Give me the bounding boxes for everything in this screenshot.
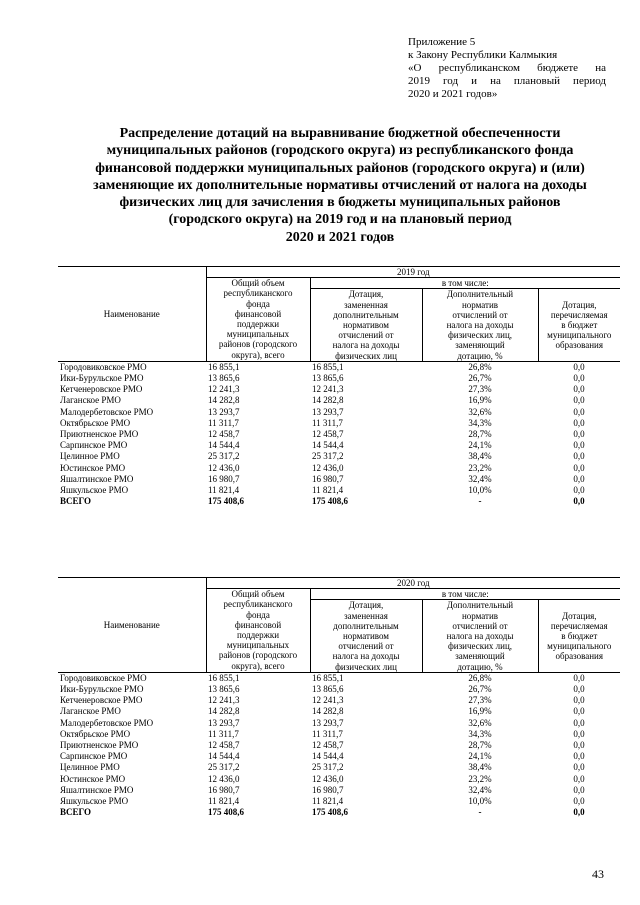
municipality-name: Приютненское РМО: [60, 429, 139, 440]
additional-norm-value: 28,7%: [468, 740, 492, 751]
total-fund-value: 11 821,4: [208, 485, 240, 496]
additional-norm-value: 38,4%: [468, 762, 492, 773]
additional-norm-value: 32,4%: [468, 473, 492, 484]
replaced-dotation-value: 175 408,6: [312, 496, 348, 507]
municipality-name: Юстинское РМО: [60, 462, 126, 473]
title-line: финансовой поддержки муниципальных районов (городского округа) и (или): [95, 160, 585, 176]
transferred-dotation-value: 0,0: [573, 361, 585, 372]
replaced-dotation-value: 175 408,6: [312, 807, 348, 818]
column-header-additional-norm: [422, 600, 538, 672]
header-line: норматив: [461, 299, 499, 310]
column-header-name: Наименование: [58, 578, 206, 673]
appendix-line: «О республиканском бюджете на: [408, 62, 606, 74]
appendix-line: 2020 и 2021 годов»: [408, 88, 498, 100]
additional-norm-value: 32,6%: [468, 406, 492, 417]
replaced-dotation-value: 12 436,0: [312, 773, 344, 784]
replaced-dotation-value: 11 821,4: [312, 485, 344, 496]
transferred-dotation-value: 0,0: [573, 373, 585, 384]
table-row: [58, 440, 620, 451]
transferred-dotation-value: 0,0: [573, 406, 585, 417]
budget-table-2020: [58, 577, 620, 818]
header-line: налога на доходы: [332, 651, 400, 662]
table-row: [58, 373, 620, 384]
total-fund-value: 13 293,7: [208, 717, 240, 728]
transferred-dotation-value: 0,0: [573, 672, 585, 683]
total-fund-value: 14 544,4: [208, 751, 240, 762]
table-row: [58, 361, 620, 373]
header-line: Общий объем: [231, 278, 285, 289]
header-line: финансовой: [234, 619, 282, 630]
table-row: [58, 706, 620, 717]
table-row: [58, 718, 620, 729]
total-fund-value: 11 311,7: [208, 728, 239, 739]
column-header-transferred-dotation: [538, 289, 620, 361]
transferred-dotation-value: 0,0: [573, 773, 585, 784]
total-fund-value: 12 436,0: [208, 462, 240, 473]
header-line: муниципальных: [226, 329, 290, 340]
total-fund-value: 12 241,3: [208, 695, 240, 706]
total-fund-value: 16 980,7: [208, 473, 240, 484]
municipality-name: Городовиковское РМО: [60, 361, 147, 372]
title-line: заменяющие их дополнительные нормативы отчислений от налога на доходы: [93, 177, 587, 193]
additional-norm-value: 26,7%: [468, 684, 492, 695]
header-line: дотацию, %: [457, 661, 503, 672]
additional-norm-value: 26,7%: [468, 373, 492, 384]
header-line: фонда: [246, 609, 270, 620]
additional-norm-value: 26,8%: [468, 361, 492, 372]
header-line: физических лиц: [335, 661, 397, 672]
municipality-name: Ики-Бурульское РМО: [60, 373, 144, 384]
header-line: дополнительным: [333, 620, 399, 631]
additional-norm-value: 26,8%: [468, 672, 492, 683]
total-fund-value: 14 544,4: [208, 440, 240, 451]
header-line: Дотация,: [348, 600, 384, 611]
total-fund-value: 13 865,6: [208, 373, 240, 384]
header-line: Дотация,: [348, 289, 384, 300]
in-that-number-header: в том числе:: [310, 589, 620, 600]
municipality-name: Ики-Бурульское РМО: [60, 684, 144, 695]
municipality-name: Октябрьское РМО: [60, 417, 131, 428]
header-line: нормативом: [342, 320, 390, 331]
table-row: [58, 672, 620, 684]
transferred-dotation-value: 0,0: [573, 807, 585, 818]
total-row: [58, 496, 620, 507]
title-line: 2020 и 2021 годов: [285, 229, 395, 245]
transferred-dotation-value: 0,0: [573, 417, 585, 428]
title-line: муниципальных районов (городского округа) из республиканского фонда: [106, 143, 574, 159]
replaced-dotation-value: 11 821,4: [312, 796, 344, 807]
header-line: физических лиц: [335, 350, 397, 361]
additional-norm-value: 27,3%: [468, 384, 492, 395]
header-line: отчислений от: [452, 620, 508, 631]
header-line: перечисляемая: [550, 620, 608, 631]
replaced-dotation-value: 25 317,2: [312, 762, 344, 773]
municipality-name: Целинное РМО: [60, 451, 120, 462]
header-line: образования: [555, 651, 604, 662]
additional-norm-value: 34,3%: [468, 728, 492, 739]
table-row: [58, 474, 620, 485]
total-fund-value: 175 408,6: [208, 807, 244, 818]
title-line: (городского округа) на 2019 год и на плановый период: [168, 212, 512, 228]
header-line: заменяющий: [455, 651, 505, 662]
replaced-dotation-value: 12 436,0: [312, 462, 344, 473]
replaced-dotation-value: 16 980,7: [312, 473, 344, 484]
total-fund-value: 14 282,8: [208, 395, 240, 406]
municipality-name: Приютненское РМО: [60, 740, 139, 751]
table-row: [58, 429, 620, 440]
municipality-name: Целинное РМО: [60, 762, 120, 773]
table-row: [58, 485, 620, 496]
header-line: физических лиц,: [447, 641, 513, 652]
transferred-dotation-value: 0,0: [573, 728, 585, 739]
municipality-name: Яшкульское РМО: [60, 796, 129, 807]
header-line: муниципального: [547, 641, 612, 652]
transferred-dotation-value: 0,0: [573, 462, 585, 473]
replaced-dotation-value: 12 458,7: [312, 429, 344, 440]
column-header-replaced-dotation: [310, 600, 422, 672]
header-line: республиканского: [223, 288, 293, 299]
transferred-dotation-value: 0,0: [573, 440, 585, 451]
transferred-dotation-value: 0,0: [573, 695, 585, 706]
header-line: налога на доходы: [332, 340, 400, 351]
additional-norm-value: 10,0%: [468, 796, 492, 807]
column-header-total-fund: [206, 589, 310, 673]
transferred-dotation-value: 0,0: [573, 429, 585, 440]
replaced-dotation-value: 14 544,4: [312, 440, 344, 451]
table-row: [58, 684, 620, 695]
header-line: Дотация,: [561, 299, 597, 310]
total-fund-value: 11 311,7: [208, 417, 239, 428]
header-line: замененная: [344, 299, 388, 310]
additional-norm-value: 32,6%: [468, 717, 492, 728]
additional-norm-value: 16,9%: [468, 706, 492, 717]
replaced-dotation-value: 12 458,7: [312, 740, 344, 751]
column-header-transferred-dotation: [538, 600, 620, 672]
page-number: 43: [592, 867, 604, 881]
year-header: 2020 год: [206, 578, 620, 589]
header-line: поддержки: [236, 630, 280, 641]
municipality-name: Кетченеровское РМО: [60, 384, 143, 395]
replaced-dotation-value: 13 865,6: [312, 373, 344, 384]
table-row: [58, 740, 620, 751]
header-line: налога на доходы: [446, 631, 514, 642]
municipality-name: Малодербетовское РМО: [60, 406, 154, 417]
transferred-dotation-value: 0,0: [573, 717, 585, 728]
transferred-dotation-value: 0,0: [573, 496, 585, 507]
header-line: замененная: [344, 610, 388, 621]
replaced-dotation-value: 14 282,8: [312, 706, 344, 717]
total-fund-value: 14 282,8: [208, 706, 240, 717]
table-row: [58, 774, 620, 785]
header-line: поддержки: [236, 319, 280, 330]
total-fund-value: 13 293,7: [208, 406, 240, 417]
municipality-name: Сарпинское РМО: [60, 751, 128, 762]
municipality-name: ВСЕГО: [60, 807, 92, 818]
appendix-note: [408, 36, 606, 101]
municipality-name: ВСЕГО: [60, 496, 92, 507]
total-fund-value: 25 317,2: [208, 451, 240, 462]
in-that-number-header: в том числе:: [310, 278, 620, 289]
transferred-dotation-value: 0,0: [573, 706, 585, 717]
replaced-dotation-value: 14 282,8: [312, 395, 344, 406]
municipality-name: Юстинское РМО: [60, 773, 126, 784]
header-line: дополнительным: [333, 309, 399, 320]
transferred-dotation-value: 0,0: [573, 796, 585, 807]
header-line: Дополнительный: [446, 600, 514, 611]
header-line: физических лиц,: [447, 330, 513, 341]
total-fund-value: 12 436,0: [208, 773, 240, 784]
table-row: [58, 407, 620, 418]
budget-table-2019: [58, 266, 620, 507]
appendix-line: Приложение 5: [408, 36, 476, 48]
transferred-dotation-value: 0,0: [573, 740, 585, 751]
column-header-total-fund: [206, 278, 310, 362]
document-title: [70, 125, 610, 246]
additional-norm-value: 23,2%: [468, 462, 492, 473]
header-line: образования: [555, 340, 604, 351]
column-header-name: Наименование: [58, 267, 206, 362]
additional-norm-value: 10,0%: [468, 485, 492, 496]
total-fund-value: 12 458,7: [208, 429, 240, 440]
total-fund-value: 16 855,1: [208, 672, 240, 683]
replaced-dotation-value: 16 980,7: [312, 784, 344, 795]
total-fund-value: 12 458,7: [208, 740, 240, 751]
header-line: заменяющий: [455, 340, 505, 351]
additional-norm-value: -: [478, 496, 482, 507]
table-row: [58, 796, 620, 807]
municipality-name: Октябрьское РМО: [60, 728, 131, 739]
transferred-dotation-value: 0,0: [573, 485, 585, 496]
header-line: районов (городского: [218, 339, 298, 350]
table-row: [58, 395, 620, 406]
replaced-dotation-value: 12 241,3: [312, 695, 344, 706]
total-fund-value: 16 855,1: [208, 361, 240, 372]
header-line: отчислений от: [338, 330, 394, 341]
replaced-dotation-value: 16 855,1: [312, 672, 344, 683]
transferred-dotation-value: 0,0: [573, 684, 585, 695]
appendix-line: к Закону Республики Калмыкия: [408, 49, 558, 61]
table-row: [58, 463, 620, 474]
table-row: [58, 695, 620, 706]
transferred-dotation-value: 0,0: [573, 473, 585, 484]
table-row: [58, 785, 620, 796]
total-fund-value: 25 317,2: [208, 762, 240, 773]
table-row: [58, 384, 620, 395]
transferred-dotation-value: 0,0: [573, 395, 585, 406]
header-line: Дотация,: [561, 610, 597, 621]
title-line: физических лиц для зачисления в бюджеты муниципальных районов: [119, 195, 561, 211]
header-line: в бюджет: [561, 320, 598, 331]
year-header: 2019 год: [206, 267, 620, 278]
municipality-name: Малодербетовское РМО: [60, 717, 154, 728]
municipality-name: Лаганское РМО: [60, 395, 121, 406]
municipality-name: Яшалтинское РМО: [60, 784, 134, 795]
municipality-name: Яшкульское РМО: [60, 485, 129, 496]
transferred-dotation-value: 0,0: [573, 384, 585, 395]
header-line: дотацию, %: [457, 350, 503, 361]
header-line: Общий объем: [231, 589, 285, 600]
replaced-dotation-value: 25 317,2: [312, 451, 344, 462]
header-line: налога на доходы: [446, 320, 514, 331]
replaced-dotation-value: 13 865,6: [312, 684, 344, 695]
header-line: перечисляемая: [550, 309, 608, 320]
header-line: норматив: [461, 610, 499, 621]
header-line: отчислений от: [452, 309, 508, 320]
table-row: [58, 451, 620, 462]
header-line: финансовой: [234, 308, 282, 319]
transferred-dotation-value: 0,0: [573, 751, 585, 762]
additional-norm-value: 24,1%: [468, 440, 492, 451]
total-row: [58, 807, 620, 818]
appendix-line: 2019 год и на плановый период: [408, 75, 606, 87]
additional-norm-value: 38,4%: [468, 451, 492, 462]
table-row: [58, 418, 620, 429]
transferred-dotation-value: 0,0: [573, 762, 585, 773]
table-row: [58, 762, 620, 773]
column-header-additional-norm: [422, 289, 538, 361]
replaced-dotation-value: 14 544,4: [312, 751, 344, 762]
municipality-name: Сарпинское РМО: [60, 440, 128, 451]
transferred-dotation-value: 0,0: [573, 451, 585, 462]
title-line: Распределение дотаций на выравнивание бюджетной обеспеченности: [119, 126, 561, 141]
total-fund-value: 13 865,6: [208, 684, 240, 695]
total-fund-value: 16 980,7: [208, 784, 240, 795]
column-header-replaced-dotation: [310, 289, 422, 361]
header-line: нормативом: [342, 631, 390, 642]
replaced-dotation-value: 12 241,3: [312, 384, 344, 395]
additional-norm-value: 32,4%: [468, 784, 492, 795]
total-fund-value: 11 821,4: [208, 796, 240, 807]
header-line: районов (городского: [218, 650, 298, 661]
header-line: муниципального: [547, 330, 612, 341]
additional-norm-value: 27,3%: [468, 695, 492, 706]
header-line: муниципальных: [226, 640, 290, 651]
additional-norm-value: -: [478, 807, 482, 818]
additional-norm-value: 16,9%: [468, 395, 492, 406]
additional-norm-value: 23,2%: [468, 773, 492, 784]
header-line: округа), всего: [231, 660, 285, 671]
replaced-dotation-value: 13 293,7: [312, 717, 344, 728]
header-line: в бюджет: [561, 631, 598, 642]
total-fund-value: 12 241,3: [208, 384, 240, 395]
municipality-name: Городовиковское РМО: [60, 672, 147, 683]
header-line: Дополнительный: [446, 289, 514, 300]
replaced-dotation-value: 11 311,7: [312, 728, 343, 739]
replaced-dotation-value: 13 293,7: [312, 406, 344, 417]
header-line: отчислений от: [338, 641, 394, 652]
municipality-name: Кетченеровское РМО: [60, 695, 143, 706]
transferred-dotation-value: 0,0: [573, 784, 585, 795]
additional-norm-value: 28,7%: [468, 429, 492, 440]
table-row: [58, 729, 620, 740]
header-line: фонда: [246, 298, 270, 309]
additional-norm-value: 34,3%: [468, 417, 492, 428]
table-row: [58, 751, 620, 762]
municipality-name: Яшалтинское РМО: [60, 473, 134, 484]
total-fund-value: 175 408,6: [208, 496, 244, 507]
municipality-name: Лаганское РМО: [60, 706, 121, 717]
header-line: округа), всего: [231, 349, 285, 360]
replaced-dotation-value: 11 311,7: [312, 417, 343, 428]
additional-norm-value: 24,1%: [468, 751, 492, 762]
replaced-dotation-value: 16 855,1: [312, 361, 344, 372]
header-line: республиканского: [223, 599, 293, 610]
